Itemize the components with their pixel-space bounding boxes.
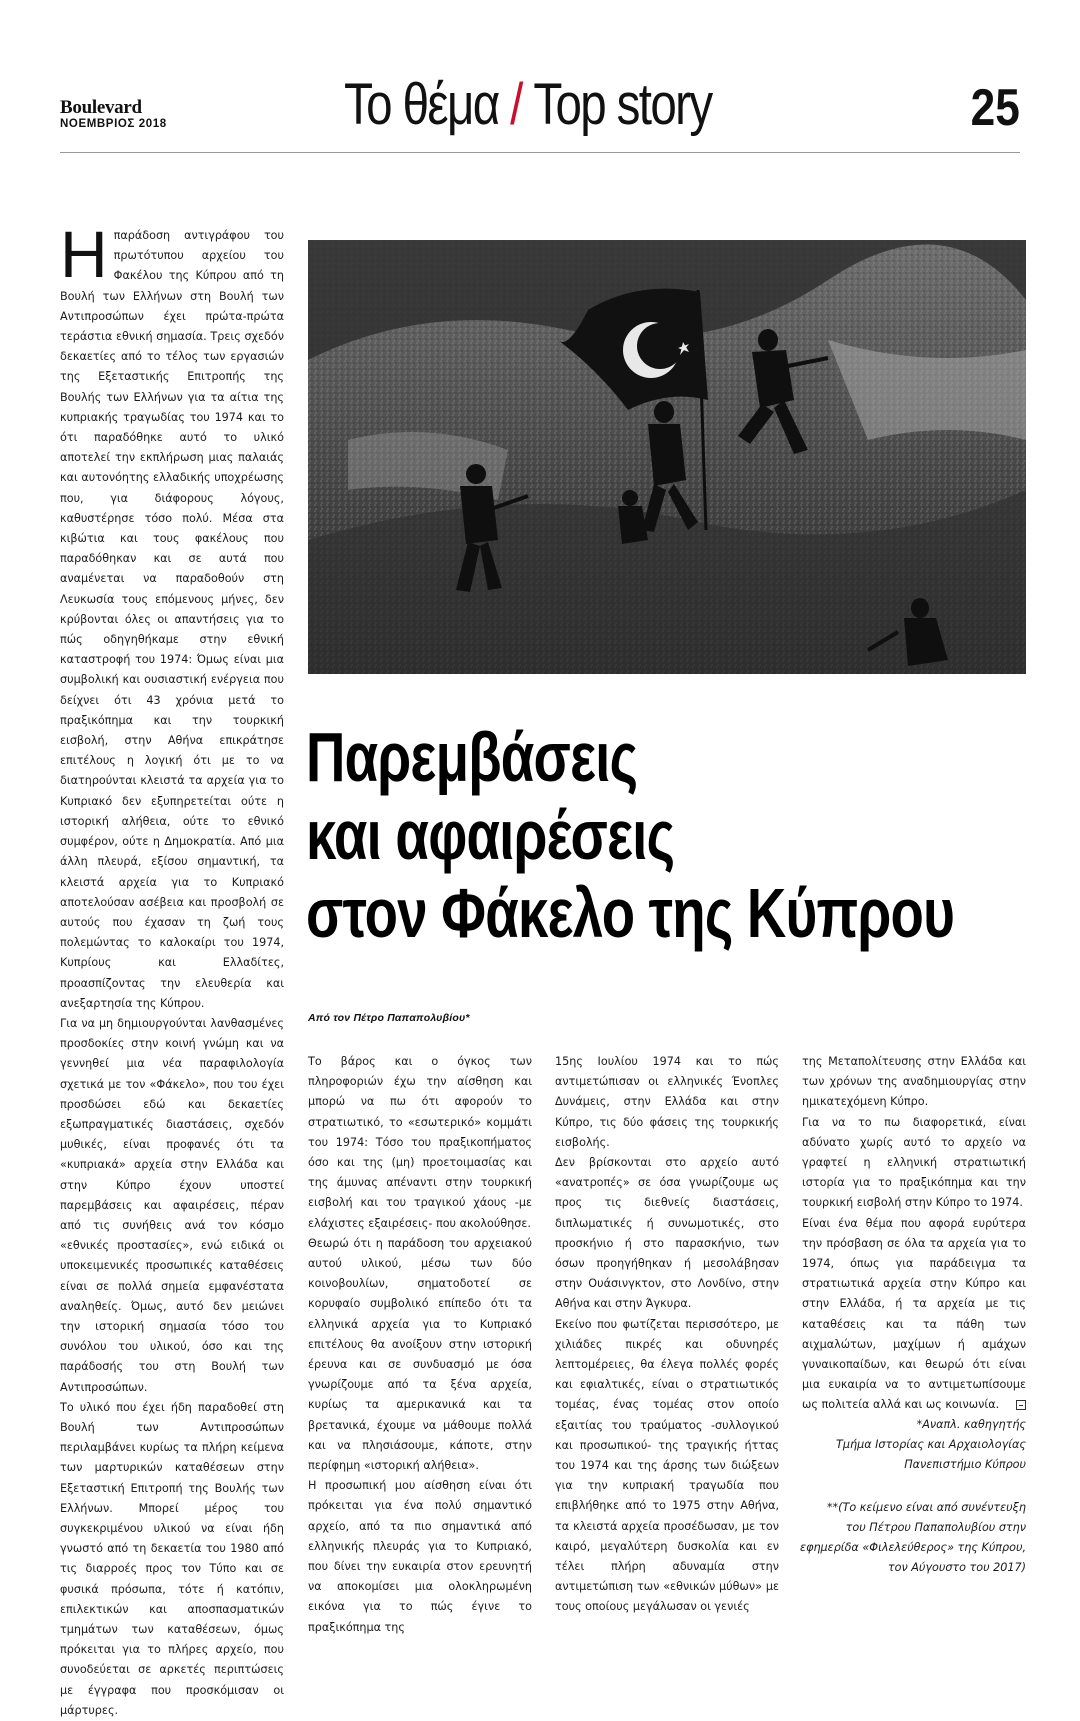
headline-line: στον Φάκελο της Κύπρου xyxy=(306,874,955,952)
paragraph: Για να μη δημιουργούνται λανθασμένες προσδοκίες στην κοινή γνώμη και να γεννηθεί μια νέα παραφιλολογία σχετικά με τον «Φάκελο», που του έχει προσδώσει εδώ και δεκαετίες εξωπραγματικές διαστάσεις, σχεδόν μυθικές, είναι προφανές ότι τα «κυπριακά» αρχεία στην Ελλάδα και στην Κύπρο έχουν υποστεί παρεμβάσεις και αφαιρέσεις, πέραν από τις συνήθεις ανά τον κόσμο «εθνικές προστασίες», ενώ ειδικά οι υποκειμενικές προσωπικές καταθέσεις είναι σε πολλά σημεία εμφανέστατα αναληθείς. Όμως, αυτό δεν μειώνει την ιστορική σημασία τόσο του συνόλου του υλικού, όσο και της παράδοσής του στη Βουλή των Αντιπροσώπων. xyxy=(60,1016,284,1394)
footnote-line: *Αναπλ. καθηγητής xyxy=(916,1418,1026,1431)
paragraph-text: παράδοση αντιγράφου του πρωτότυπου αρχείου του Φακέλου της Κύπρου από τη Βουλή των Ελλήνων στη Βουλή των Αντιπροσώπων έχει πρώτα-πρώτα τεράστια εθνική σημασία. Τρεις σχεδόν δεκαετίες από το τέλος των εργασιών της Εξεταστικής Επιτροπής της Βουλής των Ελλήνων για τα αίτια της κυπριακής τραγωδίας του 1974 και το ότι παραδόθηκε αυτό το υλικό αποτελεί την εκπλήρωση μιας παλαιάς και αυτονόητης ελλαδικής υποχρέωσης που, για διάφορους λόγους, καθυστέρησε τόσο πολύ. Μέσα στα κιβώτια και τους φακέλους που παραδόθηκαν και σε αυτά που αναμένεται να παραδοθούν στη Λευκωσία τους επόμενους μήνες, δεν κρύβονται όλες οι απαντήσεις για το πώς οδηγηθήκαμε στην εθνική καταστροφή του 1974: Όμως είναι μια συμβολική και ουσιαστική ενέργεια που δείχνει ότι 43 χρόνια μετά το πραξικόπημα και την τουρκική εισβολή, στην Αθήνα επικράτησε επιτέλους η λογική ότι με το να διατηρούνται κλειστά τα αρχεία για το Κυπριακό δεν εξυπηρετείται ούτε η ιστορική αλήθεια, ούτε το εθνικό συμφέρον, ούτε η Δημοκρατία. Από μια άλλη πλευρά, εξίσου σημαντική, τα κλειστά αρχεία για το Κυπριακό αποτελούσαν ασέβεια και προσβολή σε αυτούς που έχασαν τη ζωή τους πολεμώντας το καλοκαίρι του 1974, Κυπρίους και Ελλαδίτες, προασπίζοντας την ελευθερία και ανεξαρτησία της Κύπρου. xyxy=(60,229,284,1010)
article-column-1 xyxy=(60,217,284,1721)
footnote-line: **(Το κείμενο είναι από συνέντευξη xyxy=(826,1501,1026,1514)
page-number: 25 xyxy=(970,79,1020,137)
paragraph: Το υλικό που έχει ήδη παραδοθεί στη Βουλή των Αντιπροσώπων περιλαμβάνει κυρίως τα πλήρη κείμενα των μαρτυρικών καταθέσεων στην Εξεταστική Επιτροπή της Βουλής των Ελλήνων. Μπορεί μέρος του συγκεκριμένου υλικού να είναι ήδη γνωστό από τη δεκαετία του 1980 από τις διαρροές προς τον Τύπο και σε φυσικά πρόσωπα, τότε ή κατόπιν, επιλεκτικών και αποσπασματικών τμημάτων των καταθέσεων, όμως πρόκειται για το πλήρες αρχείο, που συνοδεύεται σε αρκετές περιπτώσεις με έγγραφα που προσκόμισαν οι μάρτυρες. xyxy=(60,1400,284,1717)
drop-cap: Η xyxy=(60,217,108,291)
section-title xyxy=(344,72,712,138)
headline-line: Παρεμβάσεις xyxy=(306,718,638,796)
paragraph xyxy=(802,1214,1026,1416)
footnote-line: τον Αύγουστο του 2017) xyxy=(887,1561,1026,1574)
paragraph: Θεωρώ ότι η παράδοση του αρχειακού αυτού υλικού, μέσω των δύο κοινοβουλίων, σηματοδοτεί σε κορυφαίο συμβολικό επίπεδο ότι τα ελληνικά αρχεία για το Κυπριακό επιτέλους θα ανοίξουν στην ιστορική έρευνα και σε συνδυασμό με όσα γνωρίζουμε από τα ξένα αρχεία, κυρίως τα αμερικανικά και τα βρετανικά, έχουμε να μάθουμε πολλά και να πλησιάσουμε, κάποτε, στην περίφημη «ιστορική αλήθεια». xyxy=(308,1236,532,1473)
section-title-english: Top story xyxy=(533,72,712,137)
paragraph: 15ης Ιουλίου 1974 και το πώς αντιμετώπισαν οι ελληνικές Ένοπλες Δυνάμεις, στην Ελλάδα και στην Κύπρο, τις δύο φάσεις της τουρκικής εισβολής. xyxy=(555,1055,779,1149)
paragraph: Δεν βρίσκονται στο αρχείο αυτό «ανατροπές» σε όσα γνωρίζουμε ως προς τις διεθνείς διαστάσεις, διπλωματικές ή συνωμοτικές, στο προσκήνιο ή στο παρασκήνιο, των όσων προηγήθηκαν ή μεσολάβησαν στην Ουάσινγκτον, στο Λονδίνο, στην Αθήνα και στην Άγκυρα. xyxy=(555,1156,779,1311)
end-of-article-icon xyxy=(1016,1400,1026,1410)
paragraph: Για να το πω διαφορετικά, είναι αδύνατο χωρίς αυτό το αρχείο να γραφτεί η ελληνική στρατιωτική ιστορία για το πραξικόπημα και την τουρκική εισβολή στην Κύπρο το 1974. xyxy=(802,1115,1026,1210)
issue-date: ΝΟΕΜΒΡΙΟΣ 2018 xyxy=(60,118,167,130)
section-slash: / xyxy=(510,72,522,137)
article-column-4 xyxy=(802,1052,1026,1416)
paragraph: Το βάρος και ο όγκος των πληροφοριών έχω την αίσθηση και μπορώ να πω ότι αφορούν το στρατιωτικό, το «εσωτερικό» κομμάτι του 1974: Τόσο του πραξικοπήματος όσο και της (μη) προετοιμασίας και της άμυνας απέναντι στην τουρκική εισβολή και του τραγικού χάους -με ελάχιστες εξαιρέσεις- που ακολούθησε. xyxy=(308,1055,532,1230)
masthead xyxy=(60,98,167,130)
article-column-3 xyxy=(555,1052,779,1618)
magazine-logo: Boulevard xyxy=(60,97,142,118)
article-column-2 xyxy=(308,1052,532,1638)
footnote-line: Πανεπιστήμιο Κύπρου xyxy=(904,1458,1026,1471)
paragraph: Η προσωπική μου αίσθηση είναι ότι πρόκειται για ένα πολύ σημαντικό αρχείο, από τα πιο σημαντικά από ελληνικής πλευράς για το Κυπριακό, που δίνει την ευκαιρία στον ερευνητή να αποκομίσει μια ολοκληρωμένη εικόνα για το πώς έγινε το πραξικόπημα της xyxy=(308,1479,532,1634)
paragraph-text: Είναι ένα θέμα που αφορά ευρύτερα την πρόσβαση σε όλα τα αρχεία για το 1974, όπως για παράδειγμα τα στρατιωτικά αρχεία στην Κύπρο και στην Ελλάδα, ή τα αρχεία με τις καταθέσεις και τα πάθη των αιχμαλώτων, μαχίμων ή αμάχων γυναικοπαίδων, και θεωρώ ότι είναι μια ευκαιρία να το αντιμετωπίσουμε ως πολιτεία αλλά και ως κοινωνία. xyxy=(802,1216,1026,1412)
section-title-greek: Το θέμα xyxy=(344,72,499,137)
paragraph xyxy=(60,217,284,1014)
article-headline xyxy=(306,718,1026,952)
soldiers-flag-photo xyxy=(308,240,1026,674)
footnote-line: Τμήμα Ιστορίας και Αρχαιολογίας xyxy=(836,1438,1026,1451)
headline-line: και αφαιρέσεις xyxy=(306,796,675,874)
article-photo xyxy=(308,240,1026,674)
paragraph: Εκείνο που φωτίζεται περισσότερο, με χιλιάδες πικρές και οδυνηρές λεπτομέρειες, θα έλεγα πολλές φορές και εφιαλτικές, είναι ο στρατιωτικός τομέας, ένας τομέας στον οποίο εξαιτίας του τραύματος -συλλογικού και προσωπικού- της τραγικής ήττας του 1974 και της άρσης των διώξεων για την κυπριακή τραγωδία που επιβλήθηκε από το 1975 στην Αθήνα, τα κλειστά αρχεία προσέδωσαν, με τον καιρό, μεγαλύτερη δυσκολία και εν τέλει πλήρη αδυναμία στην αντιμετώπιση των «εθνικών μύθων» με τους οποίους μεγάλωσαν οι γενιές xyxy=(555,1317,779,1614)
paragraph: της Μεταπολίτευσης στην Ελλάδα και των χρόνων της αναδημιουργίας στην ημικατεχόμενη Κύπρο. xyxy=(802,1055,1026,1109)
byline: Από τον Πέτρο Παπαπολυβίου* xyxy=(308,1012,470,1024)
source-footnote xyxy=(786,1498,1026,1578)
author-footnote xyxy=(786,1415,1026,1475)
footnote-line: του Πέτρου Παπαπολυβίου στην εφημερίδα «Φιλελεύθερος» της Κύπρου, xyxy=(800,1521,1026,1554)
header-rule xyxy=(60,152,1020,153)
